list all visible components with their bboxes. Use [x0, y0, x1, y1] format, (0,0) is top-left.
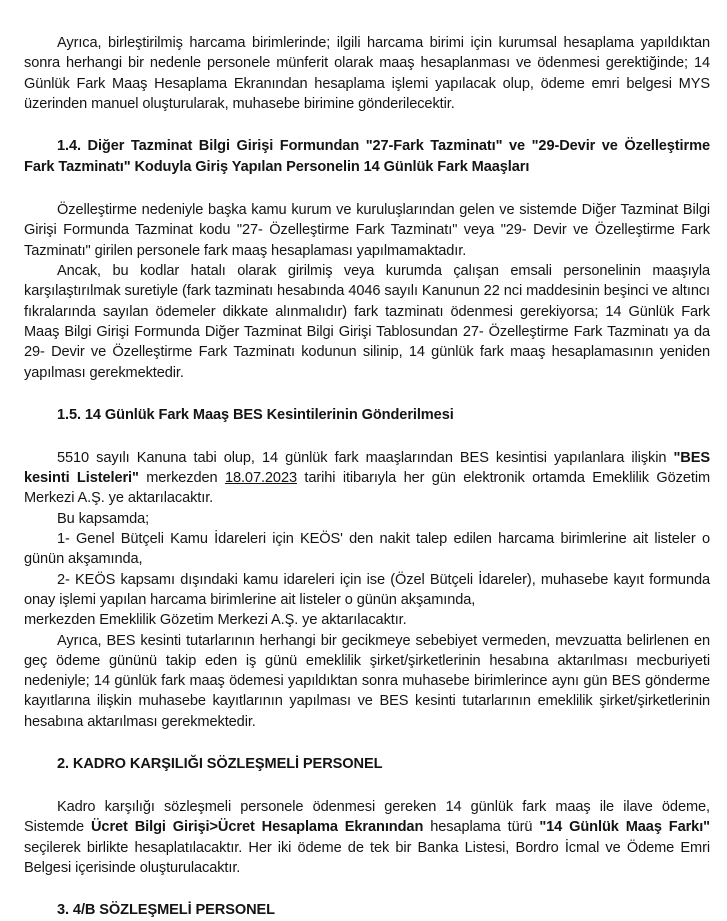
section-1-4-paragraph-2: Ancak, bu kodlar hatalı olarak girilmiş veya kurumda çalışan emsali personelinin maaşıyla karşılaştırılmak suretiyle (fark tazminatı hesabında 4046 sayılı Kanunun 22 nci maddesinin beşinci ve altıncı fıkralarında sayılan ödemeler dikkate alınmalıdır) fark tazminatı ödenmesi gerekiyorsa; 14 Günlük Fark Maaş Bilgi Girişi Formunda Diğer Tazminat Bilgi Girişi Tablosundan 27- Özelleştirme Fark Tazminatı ya da 29- Devir ve Özelleştirme Fark Tazminatı kodunun silinip, 14 günlük fark maaş hesaplamasının yeniden yapılması gerekmektedir.	[24, 263, 710, 381]
section-1-4-heading: 1.4. Diğer Tazminat Bilgi Girişi Formundan "27-Fark Tazminatı" ve "29-Devir ve Özelleştirme Fark Tazminatı" Koduyla Giriş Yapılan Personelin 14 Günlük Fark Maaşları	[24, 138, 710, 176]
scope-intro: Bu kapsamda;	[57, 510, 150, 527]
section-1-5-heading: 1.5. 14 Günlük Fark Maaş BES Kesintilerinin Gönderilmesi	[57, 406, 454, 423]
text-segment: seçilerek birlikte hesaplatılacaktır. Her iki ödeme de tek bir Banka Listesi, Bordro İcmal ve Ödeme Emri Belgesi içerisinde oluşturulacaktır.	[24, 839, 710, 876]
text-segment: tarihi itibarıyla her gün elektronik ortamda Emeklilik Gözetim Merkezi A.Ş. ye aktarılacaktır.	[24, 470, 711, 507]
text-segment: merkezden	[138, 470, 225, 487]
screen-path-bold: Ücret Bilgi Girişi>Ücret Hesaplama Ekranından	[90, 819, 424, 836]
section-1-5-paragraph-1	[24, 448, 710, 509]
section-1-5-paragraph-2: Ayrıca, BES kesinti tutarlarının herhangi bir gecikmeye sebebiyet vermeden, mevzuatta belirlenen en geç ödeme gününü takip eden iş günü emeklilik şirket/şirketlerinin hesabına aktarılması mecburiyeti nedeniyle; 14 günlük fark maaş ödemesi yapıldıktan sonra muhasebe birimlerince aynı gün BES gönderme kayıtlarına ilişkin muhasebe kayıtlarının yapılması ve BES kesinti tutarlarının emeklilik şirket/şirketlerinin hesabına aktarılması gerekmektedir.	[24, 632, 710, 730]
paragraph-intro: Ayrıca, birleştirilmiş harcama birimlerinde; ilgili harcama birimi için kurumsal hesaplama yapıldıktan sonra herhangi bir nedenle personele münferit olarak maaş hesaplanması ve ödenmesi gerektiğinde; 14 Günlük Fark Maaş Hesaplama Ekranından hesaplama işlemi yapılacak olup, ödeme emri belgesi MYS üzerinden manuel oluşturularak, muhasebe birimine gönderilecektir.	[24, 35, 710, 112]
section-2-paragraph	[24, 797, 710, 878]
text-segment: Kadro karşılığı sözleşmeli personele ödenmesi gereken 14 günlük fark maaş ile ilave ödeme, Sistemde	[24, 799, 710, 836]
text-segment: hesaplama türü	[423, 819, 540, 836]
section-2-heading: 2. KADRO KARŞILIĞI SÖZLEŞMELİ PERSONEL	[57, 756, 383, 773]
text-segment: 5510 sayılı Kanuna tabi olup, 14 günlük fark maaşlarından BES kesintisi yapılanlara ilişkin	[57, 449, 674, 466]
bes-lists-bold: "BES kesinti Listeleri"	[24, 449, 710, 487]
document-page	[24, 0, 710, 921]
calc-type-bold: "14 Günlük Maaş Farkı"	[539, 819, 710, 836]
list-item-1: 1- Genel Bütçeli Kamu İdareleri için KEÖS' den nakit talep edilen harcama birimlerine ait listeler o günün akşamında,	[24, 531, 710, 568]
list-item-tail: merkezden Emeklilik Gözetim Merkezi A.Ş. ye aktarılacaktır.	[24, 612, 407, 629]
section-3-heading: 3. 4/B SÖZLEŞMELİ PERSONEL	[57, 902, 275, 919]
list-item-2: 2- KEÖS kapsamı dışındaki kamu idareleri için ise (Özel Bütçeli İdareler), muhasebe kayıt formunda onay işlemi yapılan harcama birimlerine ait listeler o günün akşamında,	[24, 571, 710, 608]
section-1-4-paragraph-1: Özelleştirme nedeniyle başka kamu kurum ve kuruluşlarından gelen ve sistemde Diğer Tazminat Bilgi Girişi Formunda Tazminat kodu "27- Özelleştirme Fark Tazminatı" veya "29- Devir ve Özelleştirme Fark Tazminatı" girilen personele fark maaş hesaplaması yapılmamaktadır.	[24, 202, 710, 259]
transfer-date: 18.07.2023	[224, 470, 297, 487]
